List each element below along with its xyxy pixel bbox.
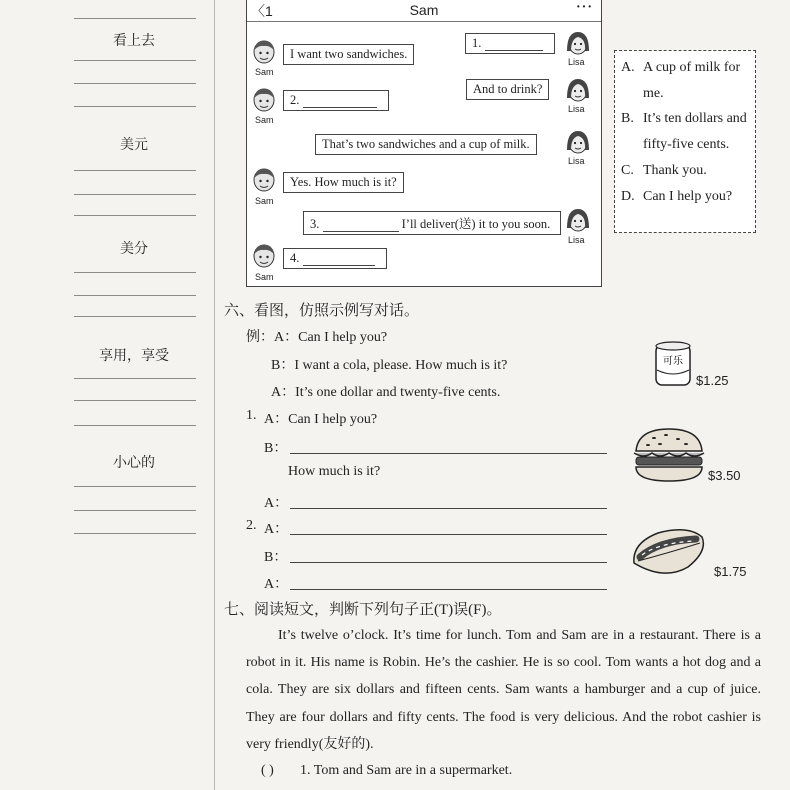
section6-title: 六、看图，仿照示例写对话。 xyxy=(224,303,420,319)
q1-mid-text: How much is it? xyxy=(288,464,381,479)
answer-line xyxy=(74,510,196,511)
answer-line xyxy=(74,18,196,19)
answer-line xyxy=(74,194,196,195)
price-label: $1.25 xyxy=(696,373,729,388)
chat-text: I’ll deliver(送) it to you soon. xyxy=(401,217,551,231)
example-line: A：It’s one dollar and twenty-five cents. xyxy=(271,385,501,400)
chat-text: I want two sandwiches. xyxy=(290,47,408,61)
back-icon: 〈1 xyxy=(251,3,273,19)
option-c: C. Thank you. xyxy=(621,162,707,178)
example-line: B：I want a cola, please. How much is it? xyxy=(271,358,508,373)
reading-passage: It’s twelve o’clock. It’s time for lunch. Tom and Sam are in a restaurant. There is a robot in it. His name is Robin. He’s the cashier. He is so cool. Tom wants a hot dog and a cola. They are six dollars and fifteen cents. Sam wants a hamburger and a cup of juice. They are four dollars and fifty cents. The food is very delicious. And the robot cashier is very friendly(友好的). xyxy=(246,628,761,752)
answer-line xyxy=(74,106,196,107)
judge-question: 1. Tom and Sam are in a supermarket. xyxy=(300,763,513,778)
vocab-word: 享用，享受 xyxy=(99,349,169,364)
answer-line xyxy=(74,425,196,426)
chat-title: Sam xyxy=(409,2,439,18)
q2-number: 2. xyxy=(246,518,257,533)
answer-line-input[interactable] xyxy=(290,453,607,454)
answer-line xyxy=(74,533,196,534)
answer-line xyxy=(74,295,196,296)
chat-text: That’s two sandwiches and a cup of milk. xyxy=(322,137,530,151)
answer-line xyxy=(74,378,196,379)
answer-line-input[interactable] xyxy=(290,562,607,563)
q1-number: 1. xyxy=(246,408,257,423)
hot-dog-icon xyxy=(628,523,710,581)
answer-line xyxy=(74,316,196,317)
answer-parens[interactable]: ( ) xyxy=(261,763,274,778)
answer-line-input[interactable] xyxy=(290,589,607,590)
sam-name: Sam xyxy=(255,272,274,282)
column-divider xyxy=(214,0,215,790)
example-line: A：Can I help you? xyxy=(274,330,388,345)
answer-line-input[interactable] xyxy=(290,534,607,535)
q2-label-b: B： xyxy=(264,550,288,565)
q1-label-a: A： xyxy=(264,496,289,511)
phone-header xyxy=(247,0,601,22)
vocab-word: 看上去 xyxy=(113,34,155,49)
lisa-name: Lisa xyxy=(568,156,585,166)
chat-bubble xyxy=(315,134,537,155)
lisa-name: Lisa xyxy=(568,104,585,114)
option-a: A. A cup of milk for me. xyxy=(621,60,741,101)
can-label: 可乐 xyxy=(663,356,683,367)
answer-line xyxy=(74,400,196,401)
answer-blank[interactable] xyxy=(485,50,543,51)
more-icon: ··· xyxy=(575,0,593,15)
answer-blank[interactable] xyxy=(323,231,399,232)
q2-label-a: A： xyxy=(264,522,289,537)
chat-bubble-blank: 3. I’ll deliver(送) it to you soon. xyxy=(303,211,561,235)
answer-blank[interactable] xyxy=(303,265,375,266)
q1-line-a: A：Can I help you? xyxy=(264,412,378,427)
lisa-name: Lisa xyxy=(568,235,585,245)
answer-line xyxy=(74,60,196,61)
chat-text: And to drink? xyxy=(473,82,543,96)
price-label: $1.75 xyxy=(714,564,747,579)
options-box xyxy=(614,50,756,233)
option-d: D. Can I help you? xyxy=(621,188,733,204)
chat-bubble-blank: 1. xyxy=(465,33,555,54)
answer-line-input[interactable] xyxy=(290,508,607,509)
example-label: 例： xyxy=(246,330,274,345)
price-label: $3.50 xyxy=(708,468,741,483)
q2-label-a2: A： xyxy=(264,577,289,592)
chat-bubble-blank: 4. xyxy=(283,248,387,269)
vocab-word: 美分 xyxy=(120,242,148,257)
phone-chat-screen xyxy=(246,0,602,287)
chat-bubble xyxy=(283,44,414,65)
hamburger-icon xyxy=(630,425,708,487)
sam-name: Sam xyxy=(255,67,274,77)
q1-label-b: B： xyxy=(264,441,288,456)
option-b: B. It’s ten dollars and fifty-five cents. xyxy=(621,111,747,153)
answer-line xyxy=(74,215,196,216)
lisa-name: Lisa xyxy=(568,57,585,67)
answer-line xyxy=(74,83,196,84)
answer-blank[interactable] xyxy=(303,107,377,108)
chat-text: Yes. How much is it? xyxy=(290,175,397,189)
vocab-word: 美元 xyxy=(120,138,148,153)
cola-can-icon xyxy=(652,340,694,390)
sam-name: Sam xyxy=(255,115,274,125)
sam-name: Sam xyxy=(255,196,274,206)
chat-bubble xyxy=(466,79,549,100)
vocab-word: 小心的 xyxy=(113,456,155,471)
answer-line xyxy=(74,170,196,171)
section7-title: 七、阅读短文，判断下列句子正(T)误(F)。 xyxy=(224,602,502,618)
chat-bubble xyxy=(283,172,404,193)
answer-line xyxy=(74,272,196,273)
answer-line xyxy=(74,486,196,487)
chat-bubble-blank: 2. xyxy=(283,90,389,111)
